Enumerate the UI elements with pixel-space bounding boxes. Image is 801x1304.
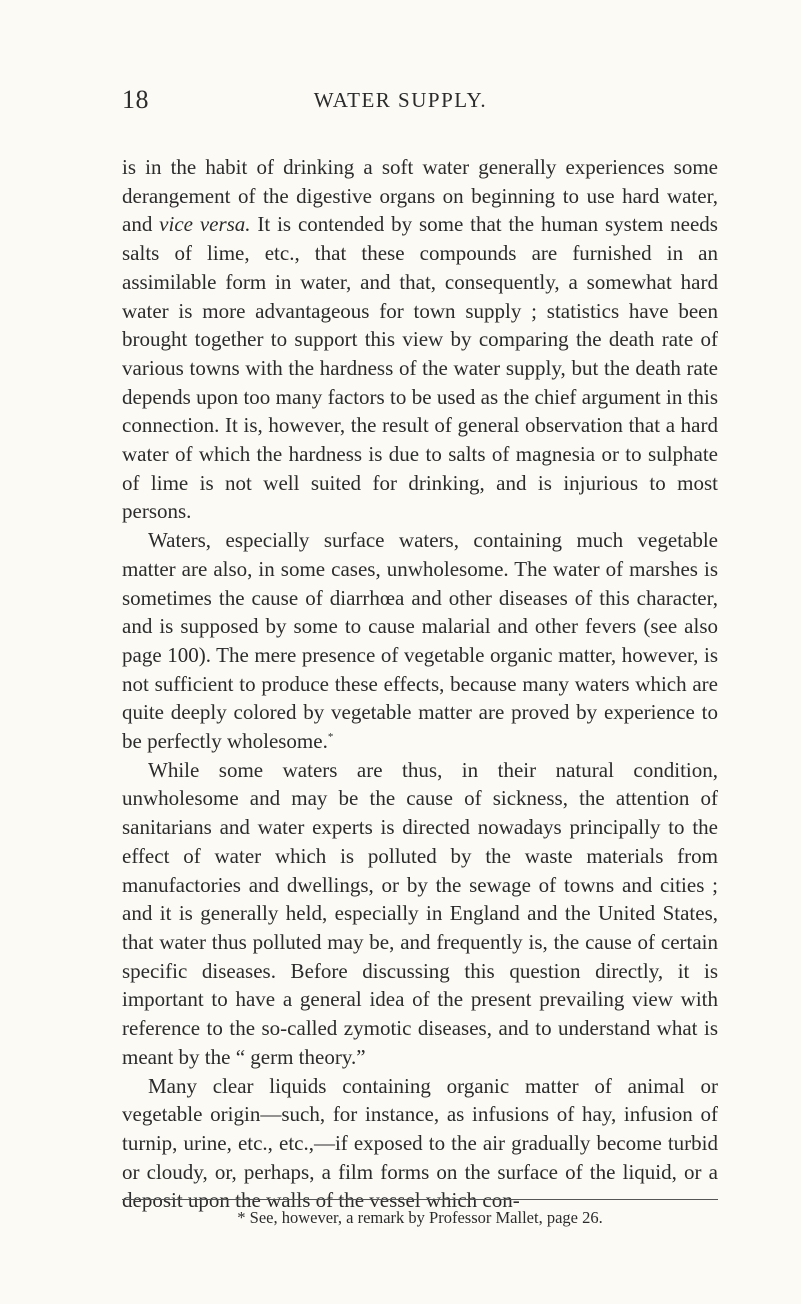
paragraph-text: It is contended by some that the human system needs salts of lime, etc., that these compounds are furnished in an assimilable form in water, and that, consequently, a somewhat hard water is more advantageous for town supply ; statistics have been brought together to support this view by comparing the death rate of various towns with the hardness of the water supply, but the death rate depends upon too many factors to be used as the chief argument in this connection. It is, however, the result of general observation that a hard water of which the hardness is due to salts of magnesia or to sulphate of lime is not well suited for drinking, and is injurious to most persons.: [122, 212, 718, 524]
footnote-rule: [122, 1199, 718, 1200]
page-header: [0, 85, 801, 125]
paragraph: [122, 153, 718, 526]
running-title: WATER SUPPLY.: [313, 88, 488, 112]
body-text: [122, 153, 718, 1215]
paragraph: [122, 1072, 718, 1216]
paragraph-text: Many clear liquids containing organic matter of animal or vegetable origin—such, for instance, as infusions of hay, infusion of turnip, urine, etc., etc.,—if exposed to the air gradually become turbid or cloudy, or, perhaps, a film forms on the surface of the liquid, or a deposit upon the walls of the vessel which con-: [122, 1073, 718, 1213]
paragraph: [122, 526, 718, 756]
paragraph-text: Waters, especially surface waters, containing much vegetable matter are also, in some cases, unwholesome. The water of marshes is sometimes the cause of diarrhœa and other diseases of this character, and is supposed by some to cause malarial and other fevers (see also page 100). The mere presence of vegetable organic matter, however, is not sufficient to produce these effects, because many waters which are quite deeply colored by vegetable matter are proved by experience to be perfectly wholesome.: [122, 528, 718, 754]
page-number: 18: [122, 85, 149, 114]
footnote: * See, however, a remark by Professor Mallet, page 26.: [237, 1208, 603, 1227]
paragraph-text: While some waters are thus, in their natural condition, unwholesome and may be the cause of sickness, the attention of sanitarians and water experts is directed nowadays principally to the effect of water which is polluted by the waste materials from manufactories and dwellings, or by the sewage of towns and cities ; and it is generally held, especially in England and the United States, that water thus polluted may be, and frequently is, the cause of certain specific diseases. Before discussing this question directly, it is important to have a general idea of the present prevailing view with reference to the so-called zymotic diseases, and to understand what is meant by the “ germ theory.”: [122, 757, 718, 1069]
paragraph-text: is in the habit of drinking a soft water generally experiences some derangement of the digestive organs on beginning to use hard water, and: [122, 155, 718, 237]
italic-text: vice versa.: [159, 212, 251, 237]
paragraph: [122, 756, 718, 1072]
footnote-marker: *: [327, 731, 334, 744]
